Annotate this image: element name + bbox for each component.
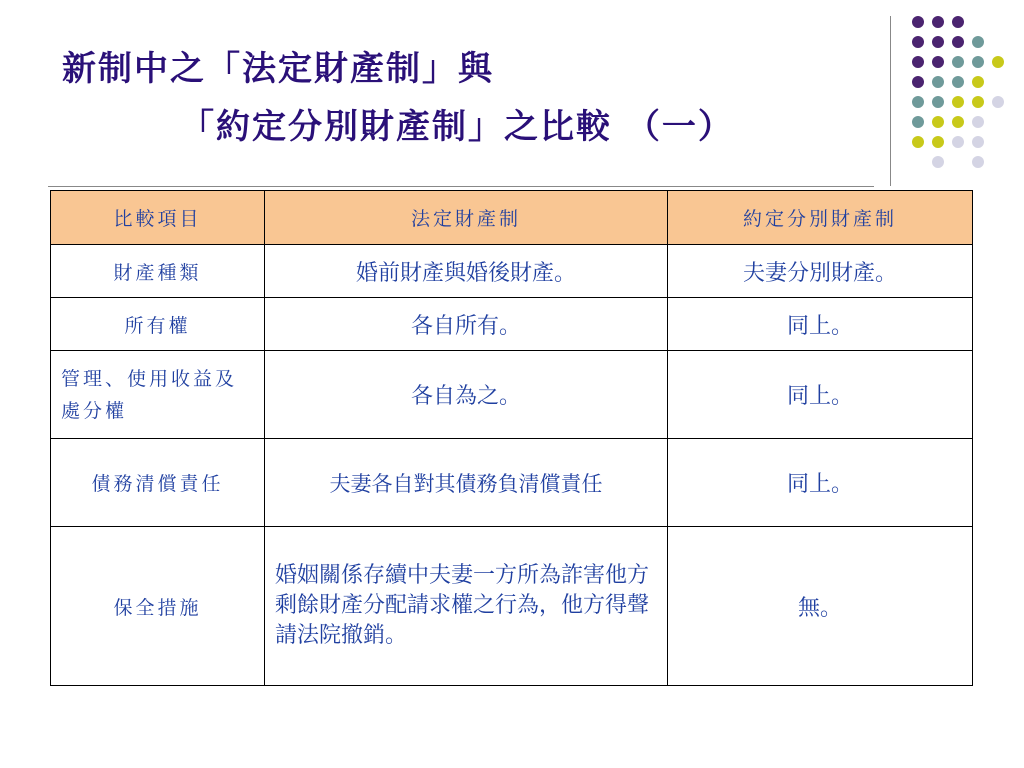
dot-purple [932,56,944,68]
slide-title-line2: 「約定分別財產制」之比較 （一） [180,107,734,147]
header-compare-item: 比較項目 [51,191,265,245]
dot-purple [932,16,944,28]
dot-teal [952,56,964,68]
dot-lavender [992,96,1004,108]
statutory-cell: 婚姻關係存續中夫妻一方所為詐害他方剩餘財產分配請求權之行為，他方得聲請法院撤銷。 [265,527,668,686]
separate-cell: 無。 [668,527,973,686]
row-label: 保全措施 [51,527,265,686]
slide-title-line1: 新制中之「法定財產制」與 [62,49,494,89]
decorative-dot-grid [904,12,1024,172]
dot-teal [932,96,944,108]
table-row [51,527,973,686]
statutory-cell: 婚前財產與婚後財產。 [265,245,668,298]
slide-title [62,40,882,156]
row-label: 管理、使用收益及處分權 [51,351,265,439]
dot-purple [912,36,924,48]
statutory-cell: 夫妻各自對其債務負清償責任 [265,439,668,527]
dot-olive [932,116,944,128]
dot-teal [972,36,984,48]
dot-teal [952,76,964,88]
dot-purple [912,76,924,88]
table-row [51,351,973,439]
row-label: 債務清償責任 [51,439,265,527]
statutory-cell: 各自為之。 [265,351,668,439]
dot-teal [912,96,924,108]
dot-olive [972,96,984,108]
dot-lavender [972,156,984,168]
dot-purple [952,36,964,48]
dot-olive [952,116,964,128]
dot-teal [932,76,944,88]
row-label: 財產種類 [51,245,265,298]
header-statutory-regime: 法定財產制 [265,191,668,245]
dot-teal [972,56,984,68]
table-header-row [51,191,973,245]
separate-cell: 同上。 [668,298,973,351]
separate-cell: 夫妻分別財產。 [668,245,973,298]
table-row [51,439,973,527]
vertical-divider [890,16,891,186]
dot-purple [912,56,924,68]
dot-olive [912,136,924,148]
horizontal-divider [48,186,874,187]
separate-cell: 同上。 [668,439,973,527]
dot-olive [952,96,964,108]
dot-teal [912,116,924,128]
row-label: 所有權 [51,298,265,351]
table-row [51,298,973,351]
dot-lavender [972,116,984,128]
dot-olive [972,76,984,88]
dot-purple [932,36,944,48]
dot-purple [952,16,964,28]
dot-lavender [932,156,944,168]
dot-purple [912,16,924,28]
table-row [51,245,973,298]
dot-olive [992,56,1004,68]
dot-lavender [952,136,964,148]
statutory-cell: 各自所有。 [265,298,668,351]
dot-olive [932,136,944,148]
separate-cell: 同上。 [668,351,973,439]
comparison-table [50,190,973,686]
dot-lavender [972,136,984,148]
header-separate-regime: 約定分別財產制 [668,191,973,245]
